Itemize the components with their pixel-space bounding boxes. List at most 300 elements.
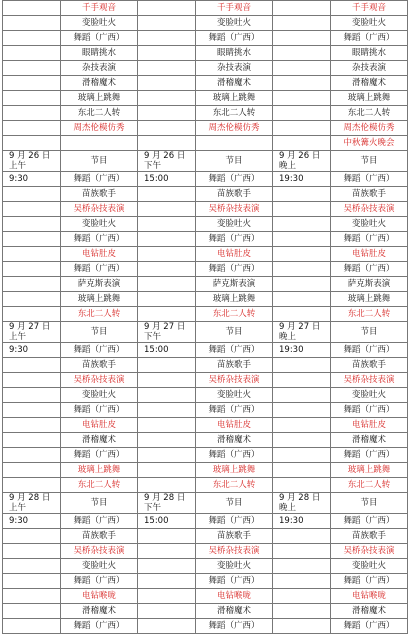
slot-cell-empty: [273, 478, 331, 493]
program-cell: 苗族歌手: [331, 529, 408, 544]
slot-date-cell: [138, 151, 196, 172]
program-cell: 舞蹈（广西）: [331, 448, 408, 463]
program-cell: 玻璃上跳舞: [196, 292, 273, 307]
slot-period: 上午: [9, 503, 27, 513]
slot-cell-empty: [273, 277, 331, 292]
program-cell: 苗族歌手: [61, 529, 138, 544]
program-cell: 舞蹈（广西）: [196, 31, 273, 46]
program-cell: [196, 136, 273, 151]
program-cell: 千手观音: [331, 1, 408, 16]
program-cell: 变脸吐火: [331, 16, 408, 31]
program-cell: 舞蹈（广西）: [331, 343, 408, 358]
program-cell: 舞蹈（广西）: [196, 574, 273, 589]
program-row: [3, 1, 408, 16]
slot-time: 19:30: [273, 514, 331, 529]
slot-cell-empty: [3, 91, 61, 106]
slot-cell-empty: [138, 463, 196, 478]
program-row: [3, 292, 408, 307]
slot-cell-empty: [273, 388, 331, 403]
program-cell: 舞蹈（广西）: [61, 574, 138, 589]
slot-cell-empty: [3, 433, 61, 448]
slot-cell-empty: [138, 232, 196, 247]
slot-cell-empty: [138, 574, 196, 589]
slot-cell-empty: [138, 433, 196, 448]
program-row: [3, 91, 408, 106]
program-cell: 玻璃上跳舞: [61, 292, 138, 307]
program-cell: 苗族歌手: [331, 358, 408, 373]
program-cell: [61, 136, 138, 151]
slot-cell-empty: [273, 202, 331, 217]
program-row: [3, 619, 408, 634]
program-cell: 苗族歌手: [196, 529, 273, 544]
slot-cell-empty: [138, 91, 196, 106]
program-cell: 东北二人转: [196, 307, 273, 322]
program-cell: 杂技表演: [196, 61, 273, 76]
program-cell: 滑稽魔术: [196, 433, 273, 448]
program-row: [3, 247, 408, 262]
program-cell: 舞蹈（广西）: [61, 343, 138, 358]
program-row: [3, 448, 408, 463]
slot-cell-empty: [273, 574, 331, 589]
program-header: 节目: [196, 151, 273, 172]
slot-cell-empty: [138, 448, 196, 463]
program-cell: 萨克斯表演: [331, 277, 408, 292]
program-cell: 东北二人转: [331, 307, 408, 322]
slot-cell-empty: [273, 403, 331, 418]
program-cell: 舞蹈（广西）: [331, 262, 408, 277]
slot-cell-empty: [3, 463, 61, 478]
slot-date: 9 月 27 日: [279, 322, 321, 332]
program-cell: 周杰伦模仿秀: [331, 121, 408, 136]
program-cell: 眼睛挑水: [61, 46, 138, 61]
program-row: [3, 202, 408, 217]
program-row: [3, 46, 408, 61]
program-cell: 滑稽魔术: [331, 76, 408, 91]
program-cell: 舞蹈（广西）: [331, 403, 408, 418]
slot-cell-empty: [273, 463, 331, 478]
program-row: [3, 589, 408, 604]
program-cell: 电钻肚皮: [61, 418, 138, 433]
program-cell: 舞蹈（广西）: [61, 403, 138, 418]
slot-cell-empty: [3, 136, 61, 151]
program-cell: 变脸吐火: [196, 388, 273, 403]
slot-cell-empty: [273, 61, 331, 76]
slot-cell-empty: [3, 1, 61, 16]
program-cell: 电钻肚皮: [196, 418, 273, 433]
slot-cell-empty: [3, 46, 61, 61]
slot-cell-empty: [138, 136, 196, 151]
program-row: [3, 514, 408, 529]
slot-cell-empty: [138, 61, 196, 76]
program-cell: 变脸吐火: [61, 388, 138, 403]
slot-cell-empty: [273, 187, 331, 202]
program-cell: 玻璃上跳舞: [61, 463, 138, 478]
program-cell: 舞蹈（广西）: [196, 232, 273, 247]
program-cell: 舞蹈（广西）: [61, 31, 138, 46]
program-row: [3, 478, 408, 493]
program-row: [3, 61, 408, 76]
slot-cell-empty: [273, 307, 331, 322]
slot-cell-empty: [273, 544, 331, 559]
slot-cell-empty: [273, 46, 331, 61]
slot-cell-empty: [273, 619, 331, 634]
program-row: [3, 373, 408, 388]
program-cell: 舞蹈（广西）: [196, 514, 273, 529]
program-header: 节目: [61, 493, 138, 514]
slot-date-cell: [3, 322, 61, 343]
slot-cell-empty: [3, 262, 61, 277]
slot-date-cell: [273, 493, 331, 514]
program-cell: 滑稽魔术: [61, 604, 138, 619]
program-cell: 东北二人转: [61, 478, 138, 493]
program-cell: 苗族歌手: [196, 358, 273, 373]
program-cell: 苗族歌手: [331, 187, 408, 202]
slot-date-cell: [3, 493, 61, 514]
slot-cell-empty: [138, 478, 196, 493]
program-cell: 吴桥杂技表演: [61, 373, 138, 388]
schedule-body: [3, 1, 408, 634]
program-cell: 吴桥杂技表演: [61, 202, 138, 217]
slot-period: 下午: [144, 503, 162, 513]
program-row: [3, 358, 408, 373]
program-cell: 变脸吐火: [61, 16, 138, 31]
slot-cell-empty: [273, 292, 331, 307]
program-cell: 电钻肚皮: [196, 247, 273, 262]
slot-cell-empty: [273, 559, 331, 574]
program-header: 节目: [196, 322, 273, 343]
program-cell: 舞蹈（广西）: [331, 172, 408, 187]
slot-period: 上午: [9, 161, 27, 171]
program-cell: 中秋篝火晚会: [331, 136, 408, 151]
slot-cell-empty: [273, 433, 331, 448]
slot-date: 9 月 28 日: [9, 493, 51, 503]
program-row: [3, 76, 408, 91]
slot-cell-empty: [138, 292, 196, 307]
slot-cell-empty: [3, 574, 61, 589]
program-cell: 萨克斯表演: [61, 277, 138, 292]
program-row: [3, 574, 408, 589]
slot-period: 晚上: [279, 332, 297, 342]
slot-time: 19:30: [273, 172, 331, 187]
program-cell: 舞蹈（广西）: [196, 262, 273, 277]
slot-cell-empty: [3, 529, 61, 544]
program-cell: 电钻肚皮: [61, 247, 138, 262]
slot-cell-empty: [3, 292, 61, 307]
slot-cell-empty: [3, 61, 61, 76]
slot-cell-empty: [138, 46, 196, 61]
slot-cell-empty: [138, 589, 196, 604]
program-cell: 吴桥杂技表演: [196, 544, 273, 559]
program-row: [3, 463, 408, 478]
slot-period: 上午: [9, 332, 27, 342]
slot-cell-empty: [3, 388, 61, 403]
program-cell: 舞蹈（广西）: [196, 172, 273, 187]
program-cell: 吴桥杂技表演: [196, 373, 273, 388]
program-row: [3, 604, 408, 619]
slot-date: 9 月 26 日: [144, 151, 186, 161]
program-row: [3, 16, 408, 31]
slot-date: 9 月 26 日: [279, 151, 321, 161]
program-cell: 滑稽魔术: [196, 76, 273, 91]
slot-cell-empty: [273, 262, 331, 277]
slot-cell-empty: [273, 604, 331, 619]
program-cell: 变脸吐火: [196, 217, 273, 232]
slot-cell-empty: [3, 277, 61, 292]
program-row: [3, 172, 408, 187]
slot-cell-empty: [138, 262, 196, 277]
program-cell: 变脸吐火: [331, 388, 408, 403]
slot-cell-empty: [3, 559, 61, 574]
slot-time: 9:30: [3, 343, 61, 358]
program-cell: 玻璃上跳舞: [61, 91, 138, 106]
slot-time: 9:30: [3, 514, 61, 529]
program-header: 节目: [196, 493, 273, 514]
program-row: [3, 529, 408, 544]
slot-cell-empty: [3, 373, 61, 388]
slot-cell-empty: [273, 136, 331, 151]
slot-cell-empty: [3, 16, 61, 31]
program-cell: 变脸吐火: [61, 559, 138, 574]
slot-cell-empty: [273, 247, 331, 262]
program-cell: 玻璃上跳舞: [331, 292, 408, 307]
program-cell: 东北二人转: [196, 478, 273, 493]
program-cell: 电钻喉咙: [61, 589, 138, 604]
slot-cell-empty: [138, 1, 196, 16]
program-cell: 千手观音: [61, 1, 138, 16]
slot-cell-empty: [273, 232, 331, 247]
slot-cell-empty: [273, 358, 331, 373]
program-cell: 电钻肚皮: [331, 247, 408, 262]
slot-time: 15:00: [138, 343, 196, 358]
slot-cell-empty: [138, 373, 196, 388]
slot-date-cell: [273, 322, 331, 343]
slot-cell-empty: [273, 373, 331, 388]
program-cell: 杂技表演: [331, 61, 408, 76]
slot-date: 9 月 27 日: [144, 322, 186, 332]
program-cell: 吴桥杂技表演: [61, 544, 138, 559]
slot-cell-empty: [138, 358, 196, 373]
program-cell: 舞蹈（广西）: [61, 172, 138, 187]
program-cell: 玻璃上跳舞: [196, 463, 273, 478]
program-row: [3, 307, 408, 322]
slot-cell-empty: [138, 277, 196, 292]
slot-cell-empty: [273, 76, 331, 91]
slot-cell-empty: [138, 418, 196, 433]
program-header: 节目: [331, 493, 408, 514]
slot-cell-empty: [138, 16, 196, 31]
slot-date: 9 月 28 日: [279, 493, 321, 503]
program-header: 节目: [331, 322, 408, 343]
program-cell: 千手观音: [196, 1, 273, 16]
slot-time: 9:30: [3, 172, 61, 187]
slot-date-cell: [138, 493, 196, 514]
slot-cell-empty: [273, 31, 331, 46]
program-row: [3, 262, 408, 277]
program-cell: 滑稽魔术: [331, 433, 408, 448]
slot-cell-empty: [138, 388, 196, 403]
slot-cell-empty: [138, 247, 196, 262]
slot-cell-empty: [273, 106, 331, 121]
slot-cell-empty: [3, 307, 61, 322]
program-cell: 变脸吐火: [331, 217, 408, 232]
slot-cell-empty: [3, 589, 61, 604]
program-cell: 舞蹈（广西）: [61, 262, 138, 277]
slot-cell-empty: [3, 358, 61, 373]
program-cell: 玻璃上跳舞: [196, 91, 273, 106]
program-header: 节目: [331, 151, 408, 172]
slot-cell-empty: [3, 187, 61, 202]
program-cell: 舞蹈（广西）: [196, 343, 273, 358]
program-cell: 东北二人转: [61, 106, 138, 121]
program-cell: 舞蹈（广西）: [61, 619, 138, 634]
program-cell: 舞蹈（广西）: [61, 448, 138, 463]
slot-date: 9 月 27 日: [9, 322, 51, 332]
program-cell: 变脸吐火: [196, 559, 273, 574]
program-row: [3, 187, 408, 202]
program-cell: 吴桥杂技表演: [331, 202, 408, 217]
program-row: [3, 403, 408, 418]
program-cell: 舞蹈（广西）: [196, 403, 273, 418]
slot-cell-empty: [138, 529, 196, 544]
slot-cell-empty: [138, 619, 196, 634]
slot-cell-empty: [138, 559, 196, 574]
program-cell: 舞蹈（广西）: [61, 232, 138, 247]
slot-cell-empty: [273, 448, 331, 463]
program-cell: 滑稽魔术: [331, 604, 408, 619]
program-cell: 杂技表演: [61, 61, 138, 76]
program-cell: 苗族歌手: [61, 187, 138, 202]
slot-cell-empty: [3, 217, 61, 232]
program-cell: 吴桥杂技表演: [331, 544, 408, 559]
slot-cell-empty: [3, 619, 61, 634]
slot-date-cell: [3, 151, 61, 172]
slot-period: 晚上: [279, 503, 297, 513]
program-cell: 电钻喉咙: [196, 589, 273, 604]
program-row: [3, 136, 408, 151]
slot-cell-empty: [3, 76, 61, 91]
program-header: 节目: [61, 151, 138, 172]
program-cell: 舞蹈（广西）: [196, 448, 273, 463]
program-cell: 变脸吐火: [61, 217, 138, 232]
slot-date-cell: [273, 151, 331, 172]
program-cell: 东北二人转: [331, 106, 408, 121]
slot-cell-empty: [3, 544, 61, 559]
slot-cell-empty: [273, 121, 331, 136]
program-cell: 吴桥杂技表演: [196, 202, 273, 217]
program-cell: 苗族歌手: [61, 358, 138, 373]
slot-cell-empty: [138, 217, 196, 232]
program-row: [3, 121, 408, 136]
slot-cell-empty: [138, 187, 196, 202]
slot-cell-empty: [273, 1, 331, 16]
program-cell: 苗族歌手: [196, 187, 273, 202]
program-cell: 舞蹈（广西）: [331, 574, 408, 589]
program-cell: 萨克斯表演: [196, 277, 273, 292]
slot-cell-empty: [273, 418, 331, 433]
slot-cell-empty: [273, 91, 331, 106]
slot-cell-empty: [3, 121, 61, 136]
slot-date: 9 月 28 日: [144, 493, 186, 503]
slot-time: 15:00: [138, 172, 196, 187]
program-cell: 吴桥杂技表演: [331, 373, 408, 388]
program-cell: 电钻喉咙: [331, 589, 408, 604]
schedule-table: [2, 0, 408, 634]
program-row: [3, 388, 408, 403]
program-cell: 玻璃上跳舞: [331, 463, 408, 478]
program-cell: 玻璃上跳舞: [331, 91, 408, 106]
slot-cell-empty: [3, 478, 61, 493]
program-cell: 滑稽魔术: [196, 604, 273, 619]
program-row: [3, 277, 408, 292]
slot-cell-empty: [3, 418, 61, 433]
program-cell: 舞蹈（广西）: [331, 619, 408, 634]
program-cell: 舞蹈（广西）: [331, 31, 408, 46]
slot-cell-empty: [138, 202, 196, 217]
slot-cell-empty: [3, 31, 61, 46]
program-cell: 滑稽魔术: [61, 76, 138, 91]
program-cell: 东北二人转: [196, 106, 273, 121]
program-cell: 东北二人转: [61, 307, 138, 322]
slot-cell-empty: [3, 232, 61, 247]
slot-cell-empty: [138, 403, 196, 418]
slot-cell-empty: [3, 202, 61, 217]
slot-date: 9 月 26 日: [9, 151, 51, 161]
program-header: 节目: [61, 322, 138, 343]
program-row: [3, 31, 408, 46]
program-cell: 眼睛挑水: [331, 46, 408, 61]
program-cell: 眼睛挑水: [196, 46, 273, 61]
program-cell: 舞蹈（广西）: [331, 232, 408, 247]
program-cell: 变脸吐火: [196, 16, 273, 31]
slot-cell-empty: [3, 448, 61, 463]
slot-period: 下午: [144, 161, 162, 171]
slot-cell-empty: [3, 604, 61, 619]
program-cell: 舞蹈（广西）: [61, 514, 138, 529]
slot-period: 下午: [144, 332, 162, 342]
program-row: [3, 217, 408, 232]
slot-cell-empty: [138, 307, 196, 322]
program-cell: 东北二人转: [331, 478, 408, 493]
slot-time: 19:30: [273, 343, 331, 358]
program-cell: 变脸吐火: [331, 559, 408, 574]
program-cell: 舞蹈（广西）: [331, 514, 408, 529]
program-row: [3, 433, 408, 448]
slot-period: 晚上: [279, 161, 297, 171]
program-row: [3, 559, 408, 574]
slot-cell-empty: [138, 121, 196, 136]
program-row: [3, 232, 408, 247]
slot-cell-empty: [273, 529, 331, 544]
slot-cell-empty: [138, 31, 196, 46]
slot-cell-empty: [3, 247, 61, 262]
slot-cell-empty: [273, 217, 331, 232]
program-cell: 滑稽魔术: [61, 433, 138, 448]
slot-cell-empty: [138, 106, 196, 121]
program-row: [3, 418, 408, 433]
program-row: [3, 343, 408, 358]
slot-cell-empty: [138, 544, 196, 559]
slot-cell-empty: [273, 16, 331, 31]
slot-date-cell: [138, 322, 196, 343]
slot-cell-empty: [273, 589, 331, 604]
program-row: [3, 106, 408, 121]
program-row: [3, 544, 408, 559]
slot-time: 15:00: [138, 514, 196, 529]
slot-cell-empty: [3, 106, 61, 121]
program-cell: 电钻肚皮: [331, 418, 408, 433]
program-cell: 舞蹈（广西）: [196, 619, 273, 634]
slot-cell-empty: [138, 76, 196, 91]
